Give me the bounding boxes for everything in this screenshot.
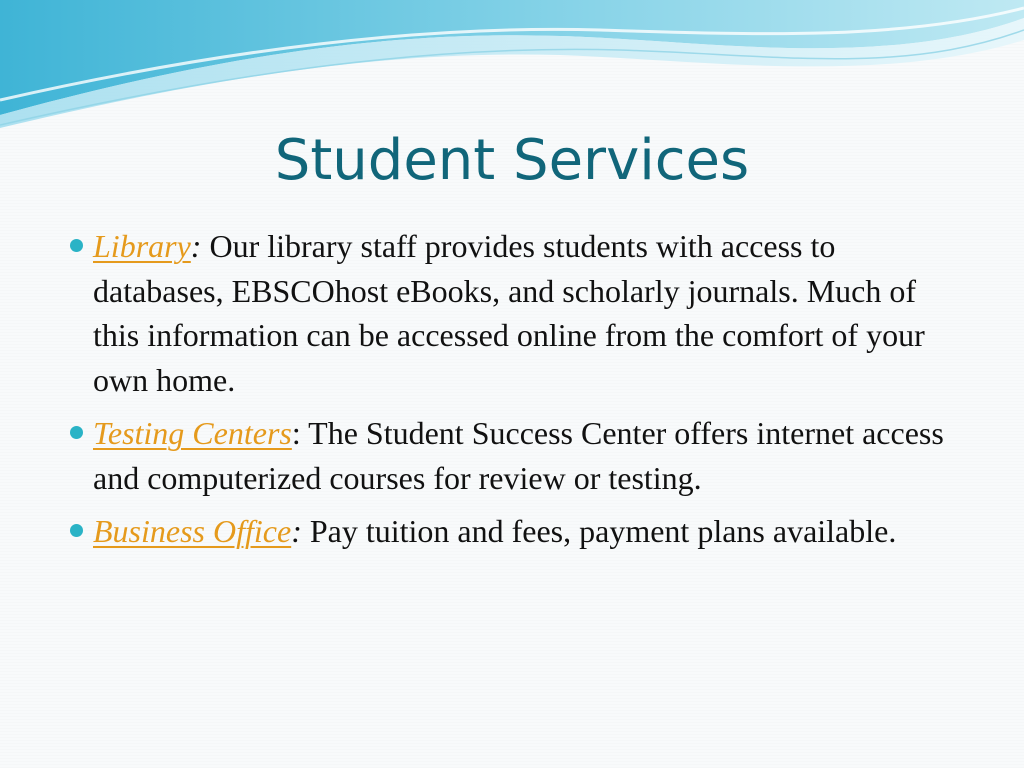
item-text: Pay tuition and fees, payment plans available. [301, 513, 897, 549]
bullet-list [70, 224, 970, 563]
bullet-icon [70, 426, 83, 439]
business-office-link[interactable]: Business Office [93, 513, 292, 549]
list-item [70, 509, 970, 554]
item-text: Our library staff provides students with access to databases, EBSCOhost eBooks, and scholarly journals. Much of this information can be accessed online from the comfort of your own home. [93, 228, 925, 398]
testing-centers-link[interactable]: Testing Centers [93, 415, 292, 451]
slide-title: Student Services [274, 128, 750, 193]
item-separator: : [291, 415, 301, 451]
library-link[interactable]: Library [93, 228, 191, 264]
bullet-icon [70, 524, 83, 537]
item-separator: : [190, 228, 202, 264]
list-item [70, 411, 970, 500]
item-separator: : [291, 513, 302, 549]
list-item [70, 224, 970, 402]
wave-decoration [0, 0, 1024, 140]
item-text: The Student Success Center offers internet access and computerized courses for review or testing. [93, 415, 944, 496]
bullet-icon [70, 239, 83, 252]
